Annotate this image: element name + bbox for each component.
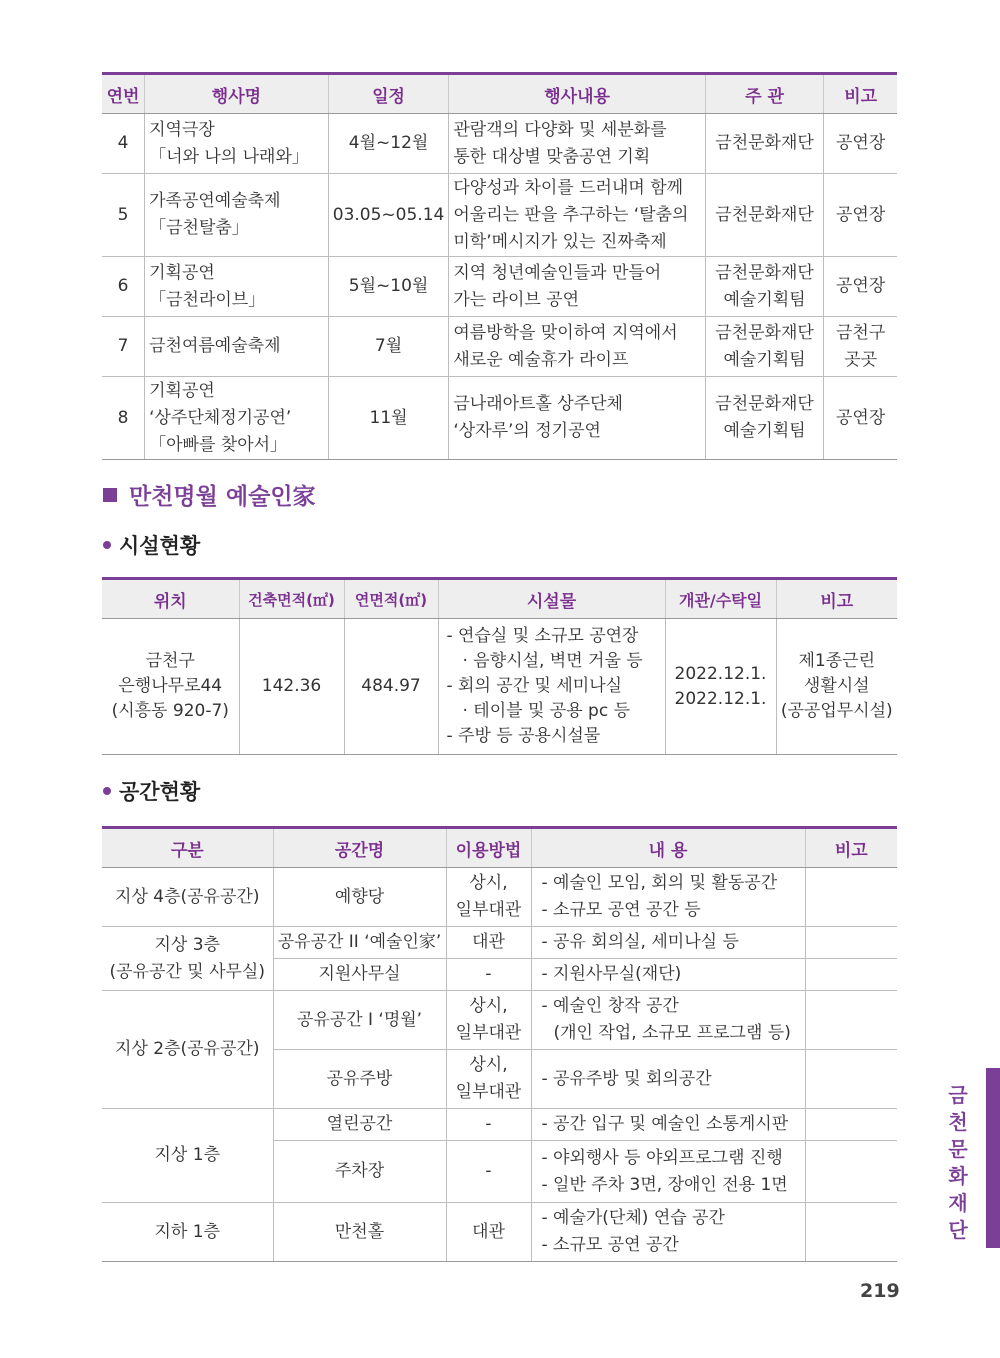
header-cell: 연번 [102,74,145,114]
space-note [805,991,897,1050]
header-cell: 건축면적(㎡) [239,579,344,619]
side-tab-label: 금천문화재단 [948,1083,968,1242]
floor-label: 지하 1층 [102,1203,273,1262]
space-content: - 공간 입구 및 예술인 소통게시판 [531,1109,805,1141]
space-content: - 공유주방 및 회의공간 [531,1050,805,1109]
space-note [805,927,897,959]
space-content: - 야외행사 등 야외프로그램 진행 - 일반 주차 3면, 장애인 전용 1면 [531,1141,805,1203]
space-name: 공유주방 [273,1050,446,1109]
facility-header-row [102,579,897,619]
event-note: 공연장 [824,377,897,460]
header-cell: 개관/수탁일 [665,579,776,619]
space-subtitle: 공간현황 [103,776,200,806]
usage-method: 상시, 일부대관 [446,991,531,1050]
space-note [805,1109,897,1141]
usage-method: - [446,1109,531,1141]
header-cell: 행사내용 [449,74,706,114]
space-header-row [102,828,897,868]
event-host: 금천문화재단 [705,114,823,174]
space-note [805,959,897,991]
header-cell: 이용방법 [446,828,531,868]
event-host: 금천문화재단 예술기획팀 [705,257,823,317]
event-date: 4월~12월 [328,114,449,174]
facility-items: - 연습실 및 소규모 공연장 · 음향시설, 벽면 거울 등 - 회의 공간 및 세미나실 · 테이블 및 공용 pc 등 - 주방 등 공용시설물 [438,619,665,755]
facility-location: 금천구 은행나무로44 (시흥동 920-7) [102,619,239,755]
event-note: 금천구 곳곳 [824,317,897,377]
opening-dates: 2022.12.1. 2022.12.1. [665,619,776,755]
header-cell: 행사명 [145,74,329,114]
event-content: 여름방학을 맞이하여 지역에서 새로운 예술휴가 라이프 [449,317,706,377]
table-row [102,174,897,257]
space-note [805,1203,897,1262]
space-table [102,826,897,1262]
header-cell: 시설물 [438,579,665,619]
header-cell: 위치 [102,579,239,619]
event-note: 공연장 [824,114,897,174]
event-name: 지역극장 「너와 나의 나래와」 [145,114,329,174]
space-note [805,1141,897,1203]
event-host: 금천문화재단 예술기획팀 [705,377,823,460]
space-content: - 공유 회의실, 세미나실 등 [531,927,805,959]
usage-method: 대관 [446,927,531,959]
space-name: 지원사무실 [273,959,446,991]
header-cell: 주 관 [705,74,823,114]
table-row [102,114,897,174]
event-note: 공연장 [824,257,897,317]
space-name: 공유공간 I ‘명월’ [273,991,446,1050]
space-name: 열린공간 [273,1109,446,1141]
table-row [102,377,897,460]
space-name: 공유공간 II ‘예술인家’ [273,927,446,959]
event-content: 지역 청년예술인들과 만들어 가는 라이브 공연 [449,257,706,317]
floor-label: 지상 2층(공유공간) [102,991,273,1109]
event-host: 금천문화재단 [705,174,823,257]
row-number: 5 [102,174,145,257]
space-note [805,1050,897,1109]
bullet-icon [103,787,111,795]
row-number: 4 [102,114,145,174]
header-cell: 구분 [102,828,273,868]
table-row [102,257,897,317]
facility-table [102,577,897,755]
floor-label: 지상 1층 [102,1109,273,1203]
event-content: 금나래아트홀 상주단체 ‘상자루’의 정기공연 [449,377,706,460]
event-name: 가족공연예술축제 「금천탈춤」 [145,174,329,257]
table-row [102,317,897,377]
floor-label: 지상 4층(공유공간) [102,868,273,927]
facility-subtitle: 시설현황 [103,530,200,560]
space-content: - 지원사무실(재단) [531,959,805,991]
events-table [102,72,897,460]
floor-label: 지상 3층 (공유공간 및 사무실) [102,927,273,991]
space-content: - 예술인 창작 공간 (개인 작업, 소규모 프로그램 등) [531,991,805,1050]
table-row [102,1203,897,1262]
space-name: 예향당 [273,868,446,927]
event-name: 기획공연 「금천라이브」 [145,257,329,317]
usage-method: 상시, 일부대관 [446,868,531,927]
page-number: 219 [860,1280,900,1302]
row-number: 8 [102,377,145,460]
space-content: - 예술인 모임, 회의 및 활동공간 - 소규모 공연 공간 등 [531,868,805,927]
space-name: 만천홀 [273,1203,446,1262]
building-area: 142.36 [239,619,344,755]
header-cell: 연면적(㎡) [344,579,438,619]
header-cell: 일정 [328,74,449,114]
event-content: 다양성과 차이를 드러내며 함께 어울리는 판을 추구하는 ‘탈춤의 미학’메시지가 있는 진짜축제 [449,174,706,257]
header-cell: 비고 [824,74,897,114]
usage-method: - [446,959,531,991]
space-content: - 예술가(단체) 연습 공간 - 소규모 공연 공간 [531,1203,805,1262]
side-tab [986,1068,1000,1248]
event-host: 금천문화재단 예술기획팀 [705,317,823,377]
space-name: 주차장 [273,1141,446,1203]
usage-method: 대관 [446,1203,531,1262]
section-title: 만천명월 예술인家 [103,478,316,511]
total-area: 484.97 [344,619,438,755]
event-date: 5월~10월 [328,257,449,317]
square-bullet-icon [103,488,117,502]
usage-method: - [446,1141,531,1203]
table-row [102,868,897,927]
event-date: 7월 [328,317,449,377]
event-date: 11월 [328,377,449,460]
table-row [102,991,897,1050]
event-name: 기획공연 ‘상주단체정기공연’ 「아빠를 찾아서」 [145,377,329,460]
table-row [102,619,897,755]
events-header-row [102,74,897,114]
header-cell: 비고 [776,579,897,619]
event-name: 금천여름예술축제 [145,317,329,377]
bullet-icon [103,541,111,549]
row-number: 7 [102,317,145,377]
header-cell: 공간명 [273,828,446,868]
table-row [102,927,897,959]
table-row [102,1109,897,1141]
facility-note: 제1종근린 생활시설 (공공업무시설) [776,619,897,755]
event-content: 관람객의 다양화 및 세분화를 통한 대상별 맞춤공연 기획 [449,114,706,174]
event-date: 03.05~05.14 [328,174,449,257]
space-note [805,868,897,927]
header-cell: 내 용 [531,828,805,868]
event-note: 공연장 [824,174,897,257]
row-number: 6 [102,257,145,317]
usage-method: 상시, 일부대관 [446,1050,531,1109]
header-cell: 비고 [805,828,897,868]
